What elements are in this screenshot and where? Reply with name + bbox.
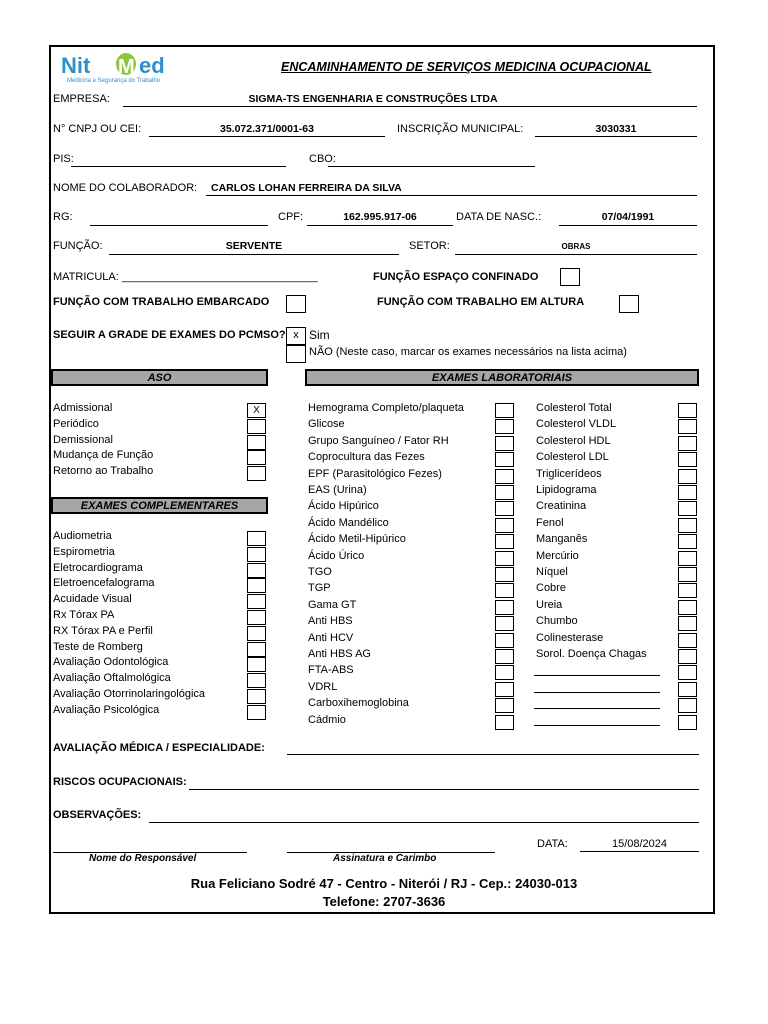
exam-label: Espirometria bbox=[53, 545, 115, 558]
exam-label: Hemograma Completo/plaqueta bbox=[308, 402, 464, 414]
cnpj-field[interactable]: 35.072.371/0001-63 bbox=[219, 123, 314, 135]
pcmso-label: SEGUIR A GRADE DE EXAMES DO PCMSO? bbox=[53, 329, 286, 341]
exam-label: Sorol. Doença Chagas bbox=[536, 648, 647, 660]
inscricao-label: INSCRIÇÃO MUNICIPAL: bbox=[397, 123, 524, 135]
exam-checkbox[interactable] bbox=[678, 616, 697, 631]
extra-exam-line[interactable] bbox=[534, 708, 660, 709]
exam-label: Ácido Metil-Hipúrico bbox=[308, 533, 406, 546]
embarcado-label: FUNÇÃO COM TRABALHO EMBARCADO bbox=[53, 296, 270, 308]
exam-checkbox[interactable] bbox=[495, 534, 514, 549]
exam-checkbox[interactable] bbox=[495, 403, 514, 418]
exam-checkbox[interactable] bbox=[678, 419, 697, 434]
pis-label: PIS: bbox=[53, 153, 74, 165]
altura-checkbox[interactable] bbox=[619, 295, 639, 313]
exam-checkbox[interactable] bbox=[678, 452, 697, 467]
extra-exam-line[interactable] bbox=[534, 675, 660, 676]
exam-checkbox[interactable] bbox=[678, 583, 697, 598]
pcmso-sim-checkbox[interactable]: x bbox=[286, 327, 306, 345]
exam-label: Eletroencefalograma bbox=[53, 577, 155, 590]
funcao-field[interactable]: SERVENTE bbox=[225, 240, 283, 252]
extra-exam-line[interactable] bbox=[534, 692, 660, 693]
data-label: DATA: bbox=[537, 838, 568, 850]
data-field[interactable]: 15/08/2024 bbox=[611, 838, 668, 850]
exam-checkbox[interactable] bbox=[495, 583, 514, 598]
assinatura-label: Assinatura e Carimbo bbox=[333, 853, 437, 864]
exam-label: EAS (Urina) bbox=[308, 484, 367, 496]
exam-checkbox[interactable] bbox=[247, 705, 266, 720]
exam-checkbox[interactable] bbox=[678, 501, 697, 516]
cbo-label: CBO: bbox=[309, 153, 336, 165]
exam-label: Manganês bbox=[536, 533, 588, 546]
matricula-label: MATRICULA: ________________________________ bbox=[53, 271, 318, 283]
exam-checkbox[interactable] bbox=[495, 633, 514, 648]
page-title: ENCAMINHAMENTO DE SERVIÇOS MEDICINA OCUPACIONAL bbox=[281, 60, 652, 74]
exam-label: EPF (Parasitológico Fezes) bbox=[308, 467, 442, 480]
exam-label: Cobre bbox=[536, 582, 566, 595]
exam-label: Mudança de Função bbox=[53, 449, 154, 462]
exam-checkbox[interactable] bbox=[247, 673, 266, 688]
avaliacao-field[interactable] bbox=[287, 754, 699, 755]
exam-checkbox[interactable] bbox=[495, 501, 514, 516]
exam-checkbox[interactable] bbox=[495, 485, 514, 500]
colaborador-field[interactable]: CARLOS LOHAN FERREIRA DA SILVA bbox=[211, 182, 402, 194]
exam-checkbox[interactable] bbox=[495, 665, 514, 680]
exam-label: Ácido Mandélico bbox=[308, 516, 389, 529]
exam-label: Creatinina bbox=[536, 500, 587, 513]
exam-checkbox[interactable] bbox=[678, 633, 697, 648]
exam-label: Admissional bbox=[53, 402, 113, 414]
exam-label: Colinesterase bbox=[536, 631, 604, 644]
exam-label: Colesterol LDL bbox=[536, 451, 609, 464]
inscricao-field[interactable]: 3030331 bbox=[595, 123, 637, 135]
exam-label: Anti HBS AG bbox=[308, 648, 371, 660]
exam-label: Eletrocardiograma bbox=[53, 561, 143, 574]
confinado-label: FUNÇÃO ESPAÇO CONFINADO bbox=[373, 271, 539, 283]
exam-label: Colesterol HDL bbox=[536, 434, 611, 447]
responsavel-label: Nome do Responsável bbox=[89, 853, 197, 864]
exam-checkbox[interactable] bbox=[678, 682, 697, 697]
empresa-label: EMPRESA: bbox=[53, 93, 110, 105]
nasc-label: DATA DE NASC.: bbox=[456, 211, 542, 223]
exam-checkbox[interactable] bbox=[678, 649, 697, 664]
colaborador-label: NOME DO COLABORADOR: bbox=[53, 182, 198, 194]
exam-checkbox[interactable] bbox=[495, 715, 514, 730]
setor-field[interactable]: OBRAS bbox=[561, 242, 591, 251]
exam-checkbox[interactable] bbox=[678, 469, 697, 484]
exam-checkbox[interactable] bbox=[495, 649, 514, 664]
exam-checkbox[interactable] bbox=[678, 518, 697, 533]
referral-form bbox=[49, 45, 715, 914]
exam-checkbox[interactable] bbox=[678, 551, 697, 566]
exam-label: Ácido Úrico bbox=[308, 549, 365, 562]
exam-label: Demissional bbox=[53, 433, 113, 446]
exam-label: Lipidograma bbox=[536, 484, 597, 496]
aso-header: ASO bbox=[51, 369, 268, 386]
exam-label: Avaliação Odontológica bbox=[53, 656, 169, 669]
exam-label: Mercúrio bbox=[536, 549, 579, 562]
exam-checkbox[interactable]: X bbox=[247, 403, 266, 418]
exam-checkbox[interactable] bbox=[247, 610, 266, 625]
exam-label: Teste de Romberg bbox=[53, 640, 143, 653]
exam-label: Grupo Sanguíneo / Fator RH bbox=[308, 434, 449, 447]
exam-checkbox[interactable] bbox=[495, 682, 514, 697]
exam-checkbox[interactable] bbox=[495, 616, 514, 631]
exam-checkbox[interactable] bbox=[247, 642, 266, 657]
exam-checkbox[interactable] bbox=[495, 551, 514, 566]
riscos-field[interactable] bbox=[189, 789, 699, 790]
svg-text:M: M bbox=[118, 56, 135, 78]
pis-field[interactable] bbox=[71, 166, 286, 167]
avaliacao-label: AVALIAÇÃO MÉDICA / ESPECIALIDADE: bbox=[53, 742, 265, 754]
pcmso-sim-label: Sim bbox=[309, 328, 330, 342]
exam-label: Colesterol Total bbox=[536, 402, 612, 414]
exam-label: Audiometria bbox=[53, 530, 112, 542]
exam-label: Cádmio bbox=[308, 713, 346, 726]
confinado-checkbox[interactable] bbox=[560, 268, 580, 286]
exam-checkbox[interactable] bbox=[247, 419, 266, 434]
exam-label: Avaliação Psicológica bbox=[53, 703, 160, 716]
exam-checkbox[interactable] bbox=[678, 534, 697, 549]
altura-label: FUNÇÃO COM TRABALHO EM ALTURA bbox=[377, 296, 585, 308]
exam-checkbox[interactable] bbox=[495, 469, 514, 484]
observacoes-field[interactable] bbox=[149, 822, 699, 823]
exam-label: Chumbo bbox=[536, 615, 578, 628]
rg-label: RG: bbox=[53, 211, 73, 223]
exam-label: TGO bbox=[308, 566, 332, 578]
exam-label: Anti HCV bbox=[308, 631, 354, 644]
nasc-field[interactable]: 07/04/1991 bbox=[601, 211, 655, 223]
rg-field[interactable] bbox=[90, 225, 268, 226]
exam-label: Ácido Hipúrico bbox=[308, 500, 379, 513]
exam-label: Retorno ao Trabalho bbox=[53, 465, 154, 478]
funcao-label: FUNÇÃO: bbox=[53, 240, 103, 252]
exam-checkbox[interactable] bbox=[247, 563, 266, 578]
exam-checkbox[interactable] bbox=[495, 419, 514, 434]
exam-checkbox[interactable] bbox=[495, 567, 514, 582]
exam-label: Glicose bbox=[308, 418, 345, 431]
exam-checkbox[interactable] bbox=[678, 665, 697, 680]
footer-phone: Telefone: 2707-3636 bbox=[322, 894, 446, 909]
exam-label: FTA-ABS bbox=[308, 664, 354, 677]
extra-exam-line[interactable] bbox=[534, 725, 660, 726]
exam-checkbox[interactable] bbox=[495, 436, 514, 451]
exam-label: Coprocultura das Fezes bbox=[308, 451, 425, 464]
exam-label: TGP bbox=[308, 582, 331, 595]
exam-checkbox[interactable] bbox=[247, 689, 266, 704]
exam-checkbox[interactable] bbox=[495, 518, 514, 533]
setor-label: SETOR: bbox=[409, 240, 450, 252]
exam-label: Colesterol VLDL bbox=[536, 418, 617, 431]
exam-label: Rx Tórax PA bbox=[53, 609, 115, 621]
exam-checkbox[interactable] bbox=[678, 567, 697, 582]
exam-label: Avaliação Oftalmológica bbox=[53, 672, 171, 685]
exam-label: Avaliação Otorrinolaringológica bbox=[53, 688, 206, 700]
observacoes-label: OBSERVAÇÕES: bbox=[53, 809, 142, 821]
exam-checkbox[interactable] bbox=[247, 578, 266, 593]
exam-label: RX Tórax PA e Perfil bbox=[53, 624, 153, 637]
exam-checkbox[interactable] bbox=[678, 600, 697, 615]
exam-checkbox[interactable] bbox=[247, 547, 266, 562]
exam-label: Ureia bbox=[536, 598, 563, 611]
comp-header: EXAMES COMPLEMENTARES bbox=[51, 497, 268, 514]
exam-checkbox[interactable] bbox=[678, 485, 697, 500]
exam-checkbox[interactable] bbox=[678, 403, 697, 418]
exam-label: VDRL bbox=[308, 680, 338, 693]
exam-checkbox[interactable] bbox=[678, 436, 697, 451]
exam-checkbox[interactable] bbox=[247, 626, 266, 641]
cbo-field[interactable] bbox=[328, 166, 535, 167]
exam-label: Triglicerídeos bbox=[536, 467, 602, 480]
cnpj-label: N° CNPJ OU CEI: bbox=[53, 123, 142, 135]
riscos-label: RISCOS OCUPACIONAIS: bbox=[53, 776, 187, 788]
exam-checkbox[interactable] bbox=[247, 594, 266, 609]
nitmed-logo bbox=[59, 51, 199, 89]
exam-label: Carboxihemoglobina bbox=[308, 697, 409, 710]
exam-checkbox[interactable] bbox=[247, 466, 266, 481]
exam-label: Gama GT bbox=[308, 598, 357, 611]
lab-header: EXAMES LABORATORIAIS bbox=[305, 369, 699, 386]
cpf-label: CPF: bbox=[278, 211, 304, 223]
svg-text:ed: ed bbox=[139, 53, 165, 78]
exam-checkbox[interactable] bbox=[247, 435, 266, 450]
pcmso-nao-checkbox[interactable] bbox=[286, 345, 306, 363]
pcmso-nao-label: NÃO (Neste caso, marcar os exames necessários na lista acima) bbox=[309, 346, 627, 358]
logo-tagline: Medicina e Segurança do Trabalho bbox=[67, 78, 161, 84]
svg-text:Nit: Nit bbox=[61, 53, 91, 78]
exam-label: Periódico bbox=[53, 417, 99, 430]
exam-checkbox[interactable] bbox=[247, 531, 266, 546]
empresa-field[interactable]: SIGMA-TS ENGENHARIA E CONSTRUÇÕES LTDA bbox=[248, 93, 498, 105]
exam-checkbox[interactable] bbox=[247, 450, 266, 465]
exam-checkbox[interactable] bbox=[495, 600, 514, 615]
exam-checkbox[interactable] bbox=[247, 657, 266, 672]
exam-label: Níquel bbox=[536, 566, 568, 578]
exam-checkbox[interactable] bbox=[678, 715, 697, 730]
exam-checkbox[interactable] bbox=[495, 452, 514, 467]
exam-checkbox[interactable] bbox=[495, 698, 514, 713]
footer-address: Rua Feliciano Sodré 47 - Centro - Niterói / RJ - Cep.: 24030-013 bbox=[190, 876, 578, 891]
exam-checkbox[interactable] bbox=[678, 698, 697, 713]
exam-label: Fenol bbox=[536, 516, 564, 529]
cpf-field[interactable]: 162.995.917-06 bbox=[343, 211, 417, 223]
exam-label: Anti HBS bbox=[308, 615, 353, 628]
exam-label: Acuidade Visual bbox=[53, 593, 132, 606]
embarcado-checkbox[interactable] bbox=[286, 295, 306, 313]
